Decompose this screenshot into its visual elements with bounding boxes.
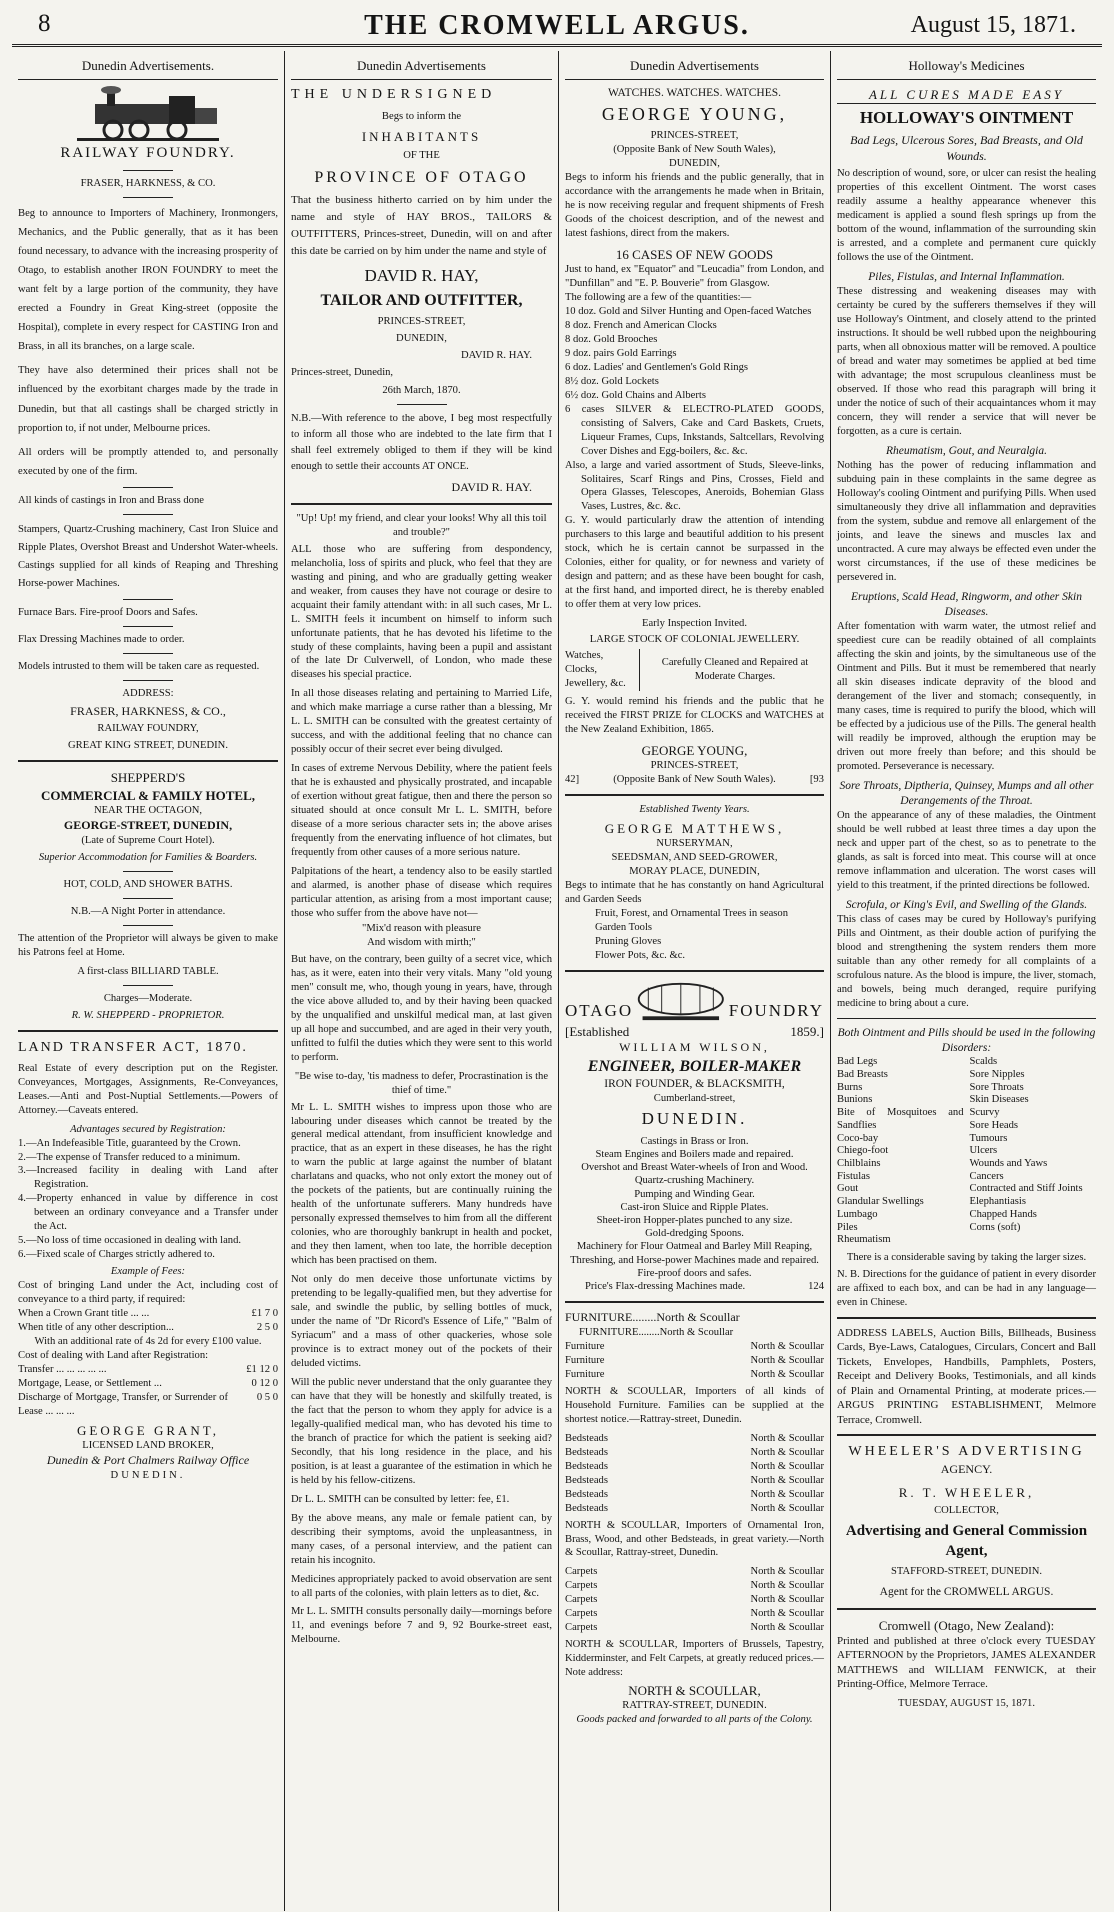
imprint-date: TUESDAY, AUGUST 15, 1871.: [898, 1697, 1035, 1709]
item-label: Bedsteads: [565, 1488, 608, 1500]
address-line: GREAT KING STREET, DUNEDIN.: [68, 740, 228, 752]
list-item: 6 doz. Ladies' and Gentlemen's Gold Rings: [565, 361, 748, 373]
hotel-attention: The attention of the Proprietor will always be given to make his Patrons feel at Home.: [18, 933, 278, 959]
broker-name: GEORGE GRANT,: [76, 1422, 220, 1438]
column-header: Dunedin Advertisements: [291, 51, 552, 80]
holloway-sub: Bad Legs, Ulcerous Sores, Bad Breasts, and Old Wounds.: [850, 132, 1083, 163]
foundry-text: Furnace Bars. Fire-proof Doors and Safes.: [18, 606, 198, 618]
issue-date: August 15, 1871.: [910, 12, 1076, 38]
column-header: Dunedin Advertisements: [565, 51, 824, 80]
firm-name: FRASER, HARKNESS, & CO.: [80, 177, 216, 189]
broker-office: Dunedin & Port Chalmers Railway Office: [46, 1453, 250, 1468]
list-item: 6 cases SILVER & ELECTRO-PLATED GOODS, consisting of Salvers, Cake and Card Baskets, Cruets, Liqueur Frames, Cups, Inkstands, Saltcellars, Revolving Cover Dishes and Egg-boilers, &c. &c.: [565, 403, 824, 457]
fees-intro: Cost of bringing Land under the Act, including cost of conveyance to a third party, if required:: [18, 1280, 278, 1306]
young-stock: LARGE STOCK OF COLONIAL JEWELLERY.: [589, 634, 800, 646]
list-item: Scurvy: [969, 1107, 1000, 1119]
young-items: [565, 305, 824, 515]
list-item: Sore Throats: [969, 1081, 1024, 1093]
list-item: Cast-iron Sluice and Ripple Plates.: [620, 1201, 769, 1213]
land-advantages: [18, 1137, 278, 1263]
list-item: Gold-dredging Spoons.: [645, 1228, 744, 1240]
wheeler-trade: Advertising and General Commission Agent,: [845, 1522, 1088, 1559]
smith-text: Mr L. L. SMITH wishes to impress upon those who are labouring under diseases which cannot be treated by the general medical attendant, from insufficient knowledge and practice, that as an expert in these diseases, he has the right to warn the public at large against the number of blatant charlatans and quacks, who not only extort the money out of the pockets of the patients, but are continually ruining the health of the unfortunate sufferers. Many hundreds have personally expressed themselves to him from all the different colonies, who are thoroughly bankrupt in health and pocket, and they then lament, when too late, the horrible deception which has been practised on them.: [291, 1101, 552, 1267]
list-item: Pruning Gloves: [595, 935, 662, 947]
young-sign-opp: (Opposite Bank of New South Wales).: [613, 774, 776, 786]
list-item: Quartz-crushing Machinery.: [634, 1175, 755, 1187]
list-item: Sore Heads: [969, 1119, 1019, 1131]
item-label: Furniture: [565, 1340, 605, 1352]
land-adv-head: Advantages secured by Registration:: [70, 1123, 226, 1135]
column-header: Holloway's Medicines: [837, 51, 1096, 80]
locomotive-icon: [73, 86, 223, 142]
deal-head: Cost of dealing with Land after Registration:: [18, 1350, 209, 1362]
hay-sign2: DAVID R. HAY.: [451, 479, 532, 494]
otago-trade: ENGINEER, BOILER-MAKER: [587, 1057, 802, 1075]
list-item: Pumping and Winding Gear.: [634, 1188, 755, 1200]
page-number: 8: [38, 10, 51, 37]
item-label: Bedsteads: [565, 1446, 608, 1458]
item-label: Carpets: [565, 1594, 598, 1606]
imprint-title: Cromwell (Otago, New Zealand):: [878, 1617, 1055, 1633]
list-item: Corns (soft): [969, 1221, 1021, 1233]
list-item: 4.—Property enhanced in value by difference in cost between an ordinary conveyance and a Transfer under the Act.: [18, 1193, 278, 1233]
holloway-text: This class of cases may be cured by Holloway's purifying Pills and Ointment, as their double action of purifying the blood and strengthening the system renders them more suitable than any other remedy for all complaints of a scrofulous nature. As the blood is impure, the liver, stomach, and bowels, being much deranged, require purifying medicine to bring about a cure.: [837, 914, 1096, 1010]
smith-text: Medicines appropriately packed to avoid observation are sent to all parts of the colonies, with plain letters as to diet, &c.: [291, 1573, 552, 1599]
list-item: 5.—No loss of time occasioned in dealing with land.: [18, 1235, 242, 1247]
address-label: ADDRESS:: [122, 687, 174, 699]
list-item: Chilblains: [837, 1157, 881, 1169]
otago-year: 1859.]: [790, 1023, 824, 1039]
fee-label: Mortgage, Lease, or Settlement ...: [18, 1378, 162, 1390]
hay-name: DAVID R. HAY,: [364, 266, 479, 286]
smith-verse: And wisdom with mirth;": [367, 936, 476, 948]
fee-extra: With an additional rate of 4s 2d for every £100 value.: [34, 1336, 262, 1348]
item-value: North & Scoullar: [750, 1446, 824, 1458]
otago-lines: [565, 1135, 824, 1281]
list-item: [565, 1565, 824, 1579]
hotel-late: (Late of Supreme Court Hotel).: [81, 834, 215, 846]
item-value: North & Scoullar: [750, 1432, 824, 1444]
otago-town: DUNEDIN.: [641, 1109, 748, 1129]
item-value: North & Scoullar: [750, 1340, 824, 1352]
boiler-icon: [633, 979, 729, 1023]
list-item: [565, 1621, 824, 1635]
list-item: [565, 1593, 824, 1607]
list-item: [565, 1474, 824, 1488]
list-item: Scalds: [969, 1056, 998, 1068]
furn-text: NORTH & SCOULLAR, Importers of all kinds of Household Furniture. Families can be supplied at the shortest notice.—Rattray-street, Dunedin.: [565, 1385, 824, 1425]
list-item: Cancers: [969, 1170, 1004, 1182]
list-item: [565, 1432, 824, 1446]
repair-left: Watches, Clocks, Jewellery, &c.: [565, 649, 640, 691]
list-item: 3.—Increased facility in dealing with Land after Registration.: [18, 1165, 278, 1191]
item-label: Bedsteads: [565, 1474, 608, 1486]
list-item: Fruit, Forest, and Ornamental Trees in season: [595, 908, 789, 920]
list-item: Sheet-iron Hopper-plates punched to any size.: [596, 1214, 793, 1226]
list-item: Bad Legs: [837, 1056, 878, 1068]
repair-block: [565, 649, 824, 691]
list-item: 9 doz. pairs Gold Earrings: [565, 347, 677, 359]
item-value: North & Scoullar: [750, 1368, 824, 1380]
smith-verse: "Mix'd reason with pleasure: [362, 922, 481, 934]
young-cases: 16 CASES OF NEW GOODS: [615, 246, 774, 262]
smith-text: In all those diseases relating and pertaining to Married Life, and which make marriage a curse rather than a blessing, Mr L. L. SMITH can be consulted with the greatest certainty of success, and with the additional feeling that no chance can possibly occur of their secret ever being divulged.: [291, 688, 552, 756]
disorders-left: [837, 1056, 964, 1247]
broker-title: LICENSED LAND BROKER,: [82, 1440, 214, 1452]
list-item: [565, 1607, 824, 1621]
item-value: North & Scoullar: [750, 1474, 824, 1486]
item-value: North & Scoullar: [750, 1580, 824, 1592]
smith-text: Not only do men deceive those unfortunate victims by pretending to be legally-qualified men, but they advertise for sale, and swindle the public, by selling bottles of muck, under the name of "Dr Ricord's Essence of Life," "Balm of Syriacum" and a mass of other quackeries, whose sole province is to extract money out of the pockets of their deluded victims.: [291, 1274, 552, 1369]
furn-head2: FURNITURE........North & Scoullar: [579, 1326, 734, 1338]
matthews-text: Begs to intimate that he has constantly on hand Agricultural and Garden Seeds: [565, 880, 824, 906]
foundry-text: Flax Dressing Machines made to order.: [18, 633, 185, 645]
smith-text: But have, on the contrary, been guilty of a secret vice, which has, as it were, eaten into their very vitals. Many "old young men" consult me, who, though young in years, have, through the vice above alluded to, and by their having been quacked by the unqualified and unskilful medical man, at last given up all hope and succumbed, and are aged in their very youth, unfitted to fulfil the duties which they were sent to this world to perform.: [291, 953, 552, 1063]
smith-text: Mr L. L. SMITH consults personally daily—mornings before 11, and evenings before 7 and 9, 92 Bourke-street east, Melbourne.: [291, 1606, 552, 1646]
list-item: Burns: [837, 1081, 863, 1093]
foundry-text: Models intrusted to them will be taken care as requested.: [18, 660, 260, 672]
furniture-rows: [565, 1340, 824, 1382]
item-label: Furniture: [565, 1354, 605, 1366]
hay-begs: Begs to inform the: [381, 110, 462, 122]
otago-est: [Established: [565, 1023, 630, 1039]
list-item: [565, 1368, 824, 1382]
fee-label: Discharge of Mortgage, Transfer, or Surrender of Lease ... ... ...: [18, 1391, 228, 1417]
wheeler-title: WHEELER'S ADVERTISING: [848, 1444, 1085, 1460]
item-label: Bedsteads: [565, 1460, 608, 1472]
list-item: Piles: [837, 1221, 858, 1233]
holloway-text: After fomentation with warm water, the utmost relief and speediest cure can be readily obtained of all complaints affecting the skin and joints, by the simultaneous use of the Ointment and Pills. But it must be remembered that nearly all skin diseases indicate depravity of the blood and derangement of the liver and stomach; consequently, in many cases, time is required to purify the blood, which will be effected by a judicious use of the Pills. The general health will readily be improved, although the eruption may be driven out more freely than before; and this should be promoted. Perseverance is necessary.: [837, 621, 1096, 772]
disorders-right: [970, 1056, 1097, 1247]
fee-value: £1 7 0: [251, 1308, 278, 1320]
young-sign-street: PRINCES-STREET,: [650, 760, 739, 772]
wheeler-agency: AGENCY.: [940, 1461, 993, 1476]
column-3: [558, 51, 830, 1911]
hotel-charges: Charges—Moderate.: [103, 993, 193, 1005]
land-title: LAND TRANSFER ACT, 1870.: [18, 1040, 248, 1056]
hay-date: 26th March, 1870.: [382, 385, 461, 397]
list-item: 8 doz. French and American Clocks: [565, 319, 717, 331]
holloway-text: Nothing has the power of reducing inflammation and subduing pain in these complaints in the same degree as Holloway's cooling Ointment and purifying Pills. When used simultaneously they drive all inflammation and depravities from the system, subdue and remove all enlargement of the joints, and leave the sinews and muscles lax and uncontracted. A cure may always be effected even under the worst circumstances, if the use of these medicines be persevered in.: [837, 460, 1096, 583]
hotel-title: COMMERCIAL & FAMILY HOTEL,: [40, 787, 256, 803]
list-item: [565, 1460, 824, 1474]
hotel-billiard: A first-class BILLIARD TABLE.: [77, 966, 219, 978]
young-opp: (Opposite Bank of New South Wales),: [613, 144, 776, 156]
item-label: Carpets: [565, 1608, 598, 1620]
hay-trade: TAILOR AND OUTFITTER,: [320, 292, 523, 310]
address-firm: FRASER, HARKNESS, & CO.,: [70, 703, 226, 718]
holloway-heading: Rheumatism, Gout, and Neuralgia.: [886, 445, 1047, 458]
holloway-heading: Sore Throats, Diptheria, Quinsey, Mumps and all other Derangements of the Throat.: [839, 779, 1094, 808]
hotel-street: GEORGE-STREET, DUNEDIN,: [63, 817, 233, 832]
young-text: Just to hand, ex "Equator" and "Leucadia" from London, and "Dunfillan" and "E. P. Bouverie" from Glasgow.: [565, 263, 824, 289]
young-following: The following are a few of the quantities:—: [565, 291, 752, 303]
item-value: North & Scoullar: [750, 1608, 824, 1620]
holloway-text: No description of wound, sore, or ulcer can resist the healing properties of this excellent Ointment. The worst cases readily assume a healthy appearance whenever this medicament is applied a sound flesh springs up from the bottom of the wound, inflammation of the surrounding skin is arrested, and a complete and permanent cure quickly follows the use of the Ointment.: [837, 168, 1096, 264]
column-4: [830, 51, 1102, 1911]
item-value: North & Scoullar: [750, 1594, 824, 1606]
hotel-name: SHEPPERD'S: [110, 770, 186, 786]
item-value: North & Scoullar: [750, 1488, 824, 1500]
young-watches: WATCHES. WATCHES. WATCHES.: [607, 87, 782, 100]
list-item: Garden Tools: [595, 921, 653, 933]
item-label: Carpets: [565, 1566, 598, 1578]
holloway-text: On the appearance of any of these maladies, the Ointment should be well rubbed at least three times a day upon the neck and upper part of the chest, so as to penetrate to the glands, as salt is forced into meat. This course will at once remove inflammation and ulceration. The worst cases will yield to this treatment, if the printed directions be followed.: [837, 810, 1096, 892]
holloway-title: HOLLOWAY'S OINTMENT: [859, 108, 1074, 128]
item-value: North & Scoullar: [750, 1566, 824, 1578]
wheeler-street: STAFFORD-STREET, DUNEDIN.: [890, 1566, 1043, 1578]
wheeler-agent: Agent for the CROMWELL ARGUS.: [879, 1586, 1054, 1599]
hotel-near: NEAR THE OCTAGON,: [93, 804, 203, 816]
list-item: 8½ doz. Gold Lockets: [565, 375, 659, 387]
list-item: 6½ doz. Gold Chains and Alberts: [565, 389, 706, 401]
furn-head: FURNITURE........North & Scoullar: [565, 1310, 740, 1325]
matthews-est: Established Twenty Years.: [639, 804, 750, 816]
list-item: Bite of Mosquitoes and Sandflies: [837, 1107, 964, 1131]
newspaper-title: THE CROMWELL ARGUS.: [364, 10, 750, 41]
column-2: [284, 51, 558, 1911]
matthews-trade: SEEDSMAN, AND SEED-GROWER,: [611, 852, 778, 864]
young-text: G. Y. would particularly draw the attention of intending purchasers to this large and beautiful addition to his present stock, which he is certain cannot be surpassed in the Colonies, either for quality, or for newness and variety of design and pattern; and as these have been bought for cash, at the first hand, and imported direct, he is thereby enabled to offer them at very low prices.: [565, 515, 824, 611]
furn-sign: NORTH & SCOULLAR,: [628, 1683, 761, 1699]
fee-label: When title of any other description...: [18, 1322, 174, 1334]
furn-street: RATTRAY-STREET, DUNEDIN.: [622, 1700, 767, 1712]
list-item: Castings in Brass or Iron.: [640, 1135, 749, 1147]
fee-value: 2 5 0: [256, 1322, 278, 1334]
wheeler-name: R. T. WHEELER,: [898, 1484, 1035, 1500]
otago-name: WILLIAM WILSON,: [619, 1040, 770, 1055]
carpets-rows: [565, 1565, 824, 1635]
otago-left: OTAGO: [565, 1001, 634, 1021]
wheeler-collector: COLLECTOR,: [934, 1504, 999, 1516]
item-label: Furniture: [565, 1368, 605, 1380]
list-item: Glandular Swellings: [837, 1196, 924, 1208]
matthews-place: MORAY PLACE, DUNEDIN,: [629, 866, 760, 878]
holloway-heading: Piles, Fistulas, and Internal Inflammation.: [868, 271, 1065, 284]
labels-ad: ADDRESS LABELS, Auction Bills, Billheads, Business Cards, Bye-Laws, Catalogues, Circulars, Concert and Ball Tickets, Envelopes, Handbills, Pamphlets, Posters, Receipt and Delivery Books, Testimonials, and all kinds of Plain and Ornamental Printing, at moderate prices.—ARGUS PRINTING ESTABLISHMENT, Melmore Terrace, Cromwell.: [837, 1326, 1096, 1426]
list-item: [565, 1354, 824, 1368]
item-label: Carpets: [565, 1580, 598, 1592]
young-text: G. Y. would remind his friends and the public that he received the FIRST PRIZE for CLOCKS and WATCHES at the New Zealand Exhibition, 1865.: [565, 696, 824, 735]
list-item: Lumbago: [837, 1208, 878, 1220]
disorders-list: [837, 1056, 1096, 1247]
matthews-trade: NURSERYMAN,: [656, 838, 733, 850]
hay-sign: DAVID R. HAY.: [460, 349, 532, 361]
matthews-items: [565, 907, 824, 963]
list-item: Tumours: [969, 1132, 1008, 1144]
list-item: [565, 1488, 824, 1502]
hay-of: OF THE: [403, 149, 440, 161]
list-item: Bunions: [837, 1094, 873, 1106]
fees-head: Example of Fees:: [110, 1266, 186, 1278]
list-item: Fire-proof doors and safes.: [637, 1267, 752, 1279]
young-sign-ref: [93: [809, 774, 824, 786]
list-item: Ulcers: [969, 1145, 998, 1157]
item-value: North & Scoullar: [750, 1354, 824, 1366]
list-item: Gout: [837, 1183, 859, 1195]
list-item: Chiego-foot: [837, 1145, 889, 1157]
list-item: Bad Breasts: [837, 1069, 888, 1081]
fee-label: When a Crown Grant title ... ...: [18, 1308, 150, 1320]
list-item: Overshot and Breast Water-wheels of Iron and Wood.: [581, 1162, 808, 1174]
smith-text: Will the public never understand that the only guarantee they can have that they will be honestly and skilfully treated, is the fact that the person to whom they apply for advice is a legally-qualified medical man, who has devoted his time to the branch of practice for which the patient is seeking aid? Secondly, that his long residence in the place, and his position, is at least a guarantee of the estimation in which he is held by his fellow-citizens.: [291, 1376, 552, 1486]
list-item: Sore Nipples: [969, 1069, 1025, 1081]
hay-town: DUNEDIN,: [396, 332, 447, 344]
otago-ref: 124: [808, 1281, 824, 1293]
smith-text: In cases of extreme Nervous Debility, where the patient feels that he is exhausted and physically prostrated, and incapable of exertion without great fatigue, then and there the person so situated should at once consult Mr L. L. SMITH, before disease of a more serious character sets in; the above arises frequently from the enervating influence of hot climates, but frequently from other causes of a more serious nature.: [291, 763, 552, 859]
foundry-text: All kinds of castings in Iron and Brass done: [18, 494, 204, 506]
list-item: Elephantiasis: [969, 1196, 1026, 1208]
list-item: Steam Engines and Boilers made and repaired.: [595, 1148, 794, 1160]
young-street: PRINCES-STREET,: [650, 130, 739, 142]
young-sign: GEORGE YOUNG,: [641, 742, 748, 758]
land-intro: Real Estate of every description put on the Register. Conveyances, Mortgages, Assignments, Re-Conveyances, Leases.—Anti and Post-Nuptial Settlements.—Powers of Attorney.—Caveats entered.: [18, 1062, 278, 1116]
list-item: 2.—The expense of Transfer reduced to a minimum.: [18, 1151, 241, 1163]
smith-quote: "Up! Up! my friend, and clear your looks! Why all this toil and trouble?": [296, 512, 547, 538]
column-1: [12, 51, 284, 1911]
smith-verse: "Be wise to-day, 'tis madness to defer, Procrastination is the thief of time.": [294, 1070, 549, 1096]
holloway-heading: Eruptions, Scald Head, Ringworm, and other Skin Diseases.: [851, 590, 1082, 619]
smith-text: By the above means, any male or female patient can, by describing their symptoms, avoid the unpleasantness, in many cases, of a personal interview, and the patient can retain his incognito.: [291, 1512, 552, 1566]
item-value: North & Scoullar: [750, 1502, 824, 1514]
young-name: GEORGE YOUNG,: [601, 104, 788, 125]
list-item: Wounds and Yaws: [969, 1157, 1048, 1169]
list-item: [565, 1340, 824, 1354]
foundry-text: They have also determined their prices shall not be influenced by the exorbitant charges made by the trade in Dunedin, but that all castings shall be charged strictly in proportion to, if not under, Melbourne prices.: [18, 365, 278, 434]
list-item: [565, 1579, 824, 1593]
hay-body: That the business hitherto carried on by him under the name and style of HAY BROS., TAILORS & OUTFITTERS, Princes-street, Dunedin, will on and after this date be carried on by him under the name and style of: [291, 193, 552, 257]
column-header: Dunedin Advertisements.: [18, 51, 278, 80]
fee-value: 0 5 0: [256, 1391, 278, 1403]
furn-goods: Goods packed and forwarded to all parts of the Colony.: [576, 1714, 813, 1726]
hay-nb: N.B.—With reference to the above, I beg most respectfully to inform all those who are indebted to the late firm that I shall feel extremely obliged to them if they will be kind enough to settle their accounts AT ONCE.: [291, 413, 552, 473]
list-item: 10 doz. Gold and Silver Hunting and Open-faced Watches: [565, 305, 812, 317]
foundry-text: Beg to announce to Importers of Machinery, Ironmongers, Mechanics, and the Public generally, that as it has been found necessary, to advance with the increasing prosperity of Otago, to establish another IRON FOUNDRY to meet the want felt by a large portion of the community, they have erected a Foundry in Great King-street (opposite the Hospital), complete in every respect for CASTING Iron and Brass, in all its branches, on a large scale.: [18, 207, 278, 353]
young-text: Begs to inform his friends and the public generally, that in accordance with the arrangements he made when in Britain, he is now receiving regular and frequent shipments of Fresh Goods of the choicest description, and of the newest and latest fashions, direct from the makers.: [565, 171, 824, 239]
item-label: Bedsteads: [565, 1502, 608, 1514]
young-town: DUNEDIN,: [669, 158, 720, 170]
hay-province: PROVINCE OF OTAGO: [314, 168, 529, 186]
list-item: Rheumatism: [837, 1234, 891, 1246]
item-label: Carpets: [565, 1622, 598, 1634]
fee-value: £1 12 0: [246, 1364, 278, 1376]
furn-text: NORTH & SCOULLAR, Importers of Ornamental Iron, Brass, Wood, and other Bedsteads, in great variety.—North & Scoullar, Rattray-street, Dunedin.: [565, 1519, 824, 1559]
smith-text: Palpitations of the heart, a tendency also to be easily startled and alarmed, is another phase of disease which requires particular attention, as arising from a most important cause; those who suffer from the above have not—: [291, 866, 552, 919]
item-value: North & Scoullar: [750, 1622, 824, 1634]
foundry-text: Stampers, Quartz-Crushing machinery, Cast Iron Sluice and Ripple Plates, Overshot Breast and Undershot Water-wheels. Castings supplied for all kinds of Reaping and Threshing Horse-power Machines.: [18, 523, 278, 589]
list-item: 8 doz. Gold Brooches: [565, 333, 658, 345]
hay-street: PRINCES-STREET,: [377, 315, 466, 327]
list-item: Skin Diseases: [969, 1094, 1029, 1106]
list-item: [565, 1502, 824, 1516]
holloway-cures: ALL CURES MADE EASY: [837, 86, 1096, 104]
list-item: Coco-bay: [837, 1132, 879, 1144]
holloway-heading: Both Ointment and Pills should be used in the following Disorders:: [837, 1027, 1096, 1055]
fee-value: 0 12 0: [251, 1378, 278, 1390]
repair-right: Carefully Cleaned and Repaired at Moderate Charges.: [661, 657, 809, 683]
furn-text: NORTH & SCOULLAR, Importers of Brussels, Tapestry, Kidderminster, and Felt Carpets, at greatly reduced prices.—Note address:: [565, 1639, 824, 1679]
otago-right: FOUNDRY: [728, 1001, 824, 1021]
hay-inhabitants: INHABITANTS: [361, 128, 482, 144]
broker-town: DUNEDIN.: [110, 1469, 186, 1481]
list-item: Machinery for Flour Oatmeal and Barley Mill Reaping, Threshing, and Horse-power Machines made and repaired.: [570, 1241, 819, 1266]
hotel-baths: HOT, COLD, AND SHOWER BATHS.: [63, 879, 233, 891]
hotel-proprietor: R. W. SHEPPERD - PROPRIETOR.: [71, 1010, 225, 1022]
hay-intro: THE UNDERSIGNED: [291, 87, 497, 103]
holloway-text: These distressing and weakening diseases may with certainty be cured by the sufferers themselves if they will use Holloway's Ointment, and closely attend to the printed instructions. It should be well rubbed upon the neighbouring parts, when all obnoxious matter will be removed. A poultice of bread and water may sometimes be applied at bed time with advantage; the most scrupulous cleanliness must be observed. If those who read this paragraph will bring it under the notice of such of their acquaintances whom it may concern, they will render a service that will never be forgotten, as a cure is certain.: [837, 286, 1096, 438]
holloway-heading: Scrofula, or King's Evil, and Swelling of the Glands.: [845, 899, 1088, 912]
list-item: Chapped Hands: [969, 1208, 1037, 1220]
list-item: [565, 1446, 824, 1460]
matthews-name: GEORGE MATTHEWS,: [604, 821, 785, 837]
hotel-night: N.B.—A Night Porter in attendance.: [70, 906, 226, 918]
imprint-text: Printed and published at three o'clock every TUESDAY AFTERNOON by the Proprietors, JAMES ALEXANDER MATTHEWS and WILLIAM FENWICK, at their Printing-Office, Melmore Terrace.: [837, 1634, 1096, 1691]
hay-place: Princes-street, Dunedin,: [291, 367, 394, 379]
young-inspect: Early Inspection Invited.: [641, 618, 748, 630]
otago-trade2: IRON FOUNDER, & BLACKSMITH,: [604, 1077, 785, 1090]
item-value: North & Scoullar: [750, 1460, 824, 1472]
foundry-text: All orders will be promptly attended to, and personally executed by one of the firm.: [18, 446, 278, 477]
bedsteads-rows: [565, 1432, 824, 1516]
item-label: Bedsteads: [565, 1432, 608, 1444]
foundry-title: RAILWAY FOUNDRY.: [60, 145, 236, 162]
address-line: RAILWAY FOUNDRY,: [97, 723, 199, 735]
holloway-nb: N. B. Directions for the guidance of patient in every disorder are affixed to each box, and can be had in any language—even in Chinese.: [837, 1268, 1096, 1308]
smith-text: Dr L. L. SMITH can be consulted by letter: fee, £1.: [291, 1493, 510, 1505]
fee-label: Transfer ... ... ... ... ...: [18, 1364, 107, 1376]
list-item: Contracted and Stiff Joints: [969, 1183, 1083, 1195]
list-item: Also, a large and varied assortment of Studs, Sleeve-links, Solitaires, Scarf Rings and Pins, Crosses, Field and Opera Glasses, Telescopes, Aneroids, Bohemian Glass Vases, Lustres, &c. &c.: [565, 459, 824, 513]
smith-text: ALL those who are suffering from despondency, melancholia, loss of spirits and pluck, who feel that they are wasting and pining, and who are gradually getting weaker and weaker, from causes they have not courage or desire to acquaint their family attendant with: in all such cases, Mr L. L. SMITH feels it incumbent on himself to inform such unfortunate patients, that he has devoted his lifetime to the study of these complaints, having been a pupil and assistant of the late Dr Culverwell, of London, who made these diseases his special practice.: [291, 543, 552, 681]
hotel-accom: Superior Accommodation for Families & Boarders.: [38, 852, 258, 864]
list-item: 6.—Fixed scale of Charges strictly adhered to.: [18, 1249, 215, 1261]
masthead: [12, 0, 1102, 47]
list-item: Flower Pots, &c. &c.: [595, 949, 686, 961]
holloway-saving: There is a considerable saving by taking the larger sizes.: [846, 1251, 1087, 1263]
list-item: 1.—An Indefeasible Title, guaranteed by the Crown.: [18, 1137, 241, 1149]
otago-last: Price's Flax-dressing Machines made.: [585, 1281, 746, 1293]
otago-street: Cumberland-street,: [653, 1093, 736, 1105]
young-sign-num: 42]: [565, 774, 580, 786]
list-item: Fistulas: [837, 1170, 870, 1182]
